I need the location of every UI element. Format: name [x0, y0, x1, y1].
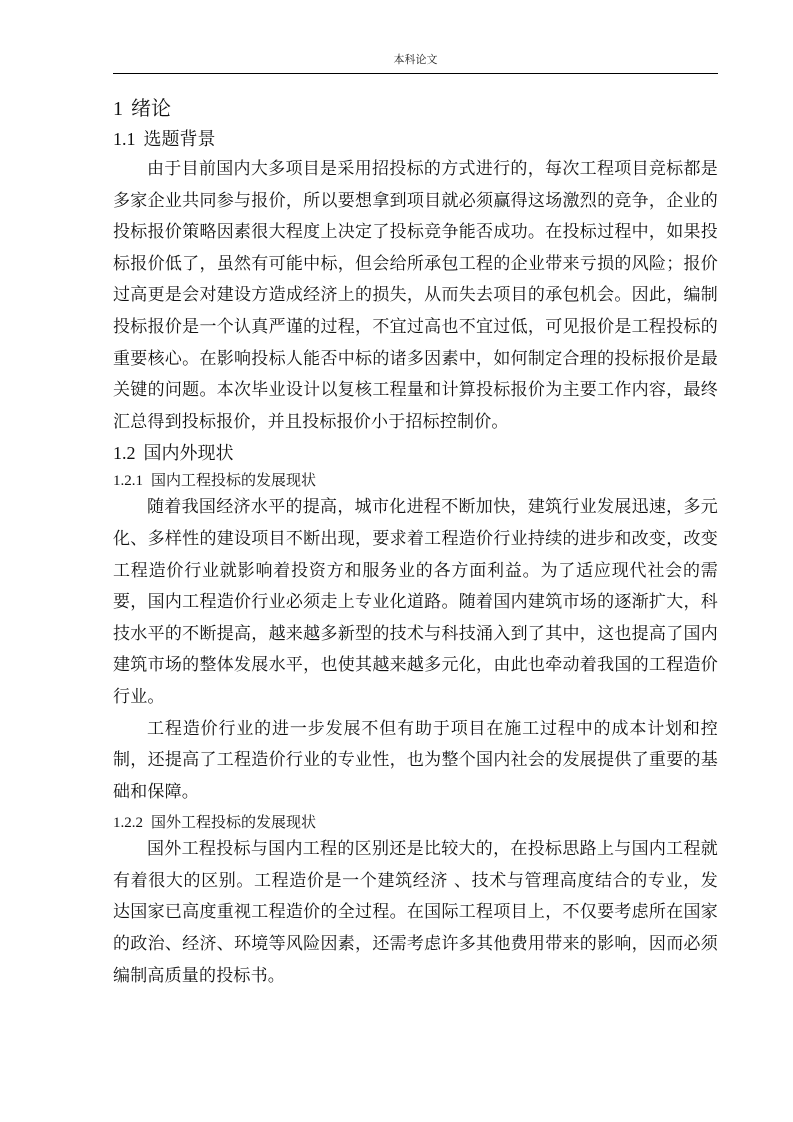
paragraph: 工程造价行业的进一步发展不但有助于项目在施工过程中的成本计划和控制，还提高了工程造价行业的专业性，也为整个国内社会的发展提供了重要的基础和保障。	[113, 718, 718, 802]
section-number: 1.1	[113, 129, 136, 149]
subsection-number: 1.2.2	[113, 815, 143, 832]
subsection-heading	[113, 810, 718, 834]
chapter-number: 1	[113, 98, 123, 120]
subsection-heading	[113, 468, 718, 492]
section-heading	[113, 127, 718, 151]
section-title: 选题背景	[143, 129, 216, 150]
chapter-title: 绪论	[131, 96, 171, 120]
subsection-title: 国外工程投标的发展现状	[151, 813, 317, 832]
subsection-title: 国内工程投标的发展现状	[151, 471, 317, 490]
page-header: 本科论文	[393, 53, 438, 66]
section-heading	[113, 441, 718, 465]
header-rule	[113, 73, 718, 74]
subsection-number: 1.2.1	[113, 473, 143, 490]
section-title: 国内外现状	[143, 443, 234, 465]
chapter-heading	[113, 94, 718, 122]
paragraph: 由于目前国内大多项目是采用招投标的方式进行的，每次工程项目竞标都是多家企业共同参与报价，所以要想拿到项目就必须赢得这场激烈的竞争，企业的投标报价策略因素很大程度上决定了投标竞争能否成功。在投标过程中，如果投标报价低了，虽然有可能中标，但会给所承包工程的企业带来亏损的风险；报价过高更是会对建设方造成经济上的损失，从而失去项目的承包机会。因此，编制投标报价是一个认真严谨的过程，不宜过高也不宜过低，可见报价是工程投标的重要核心。在影响投标人能否中标的诸多因素中，如何制定合理的投标报价是最关键的问题。本次毕业设计以复核工程量和计算投标报价为主要工作内容，最终汇总得到投标报价，并且投标报价小于招标控制价。	[113, 159, 718, 432]
section-number: 1.2	[113, 443, 136, 464]
document-body	[113, 94, 718, 992]
paragraph: 随着我国经济水平的提高，城市化进程不断加快，建筑行业发展迅速，多元化、多样性的建设项目不断出现，要求着工程造价行业持续的进步和改变，改变工程造价行业就影响着投资方和服务业的各方面利益。为了适应现代社会的需要，国内工程造价行业必须走上专业化道路。随着国内建筑市场的逐渐扩大，科技水平的不断提高，越来越多新型的技术与科技涌入到了其中，这也提高了国内建筑市场的整体发展水平，也使其越来越多元化，由此也牵动着我国的工程造价行业。	[113, 497, 718, 707]
paragraph: 国外工程投标与国内工程的区别还是比较大的，在投标思路上与国内工程就有着很大的区别。工程造价是一个建筑经济 、技术与管理高度结合的专业，发达国家已高度重视工程造价的全过程。在国际工程项目上，不仅要考虑所在国家的政治、经济、环境等风险因素，还需考虑许多其他费用带来的影响，因而必须编制高质量的投标书。	[113, 839, 718, 986]
